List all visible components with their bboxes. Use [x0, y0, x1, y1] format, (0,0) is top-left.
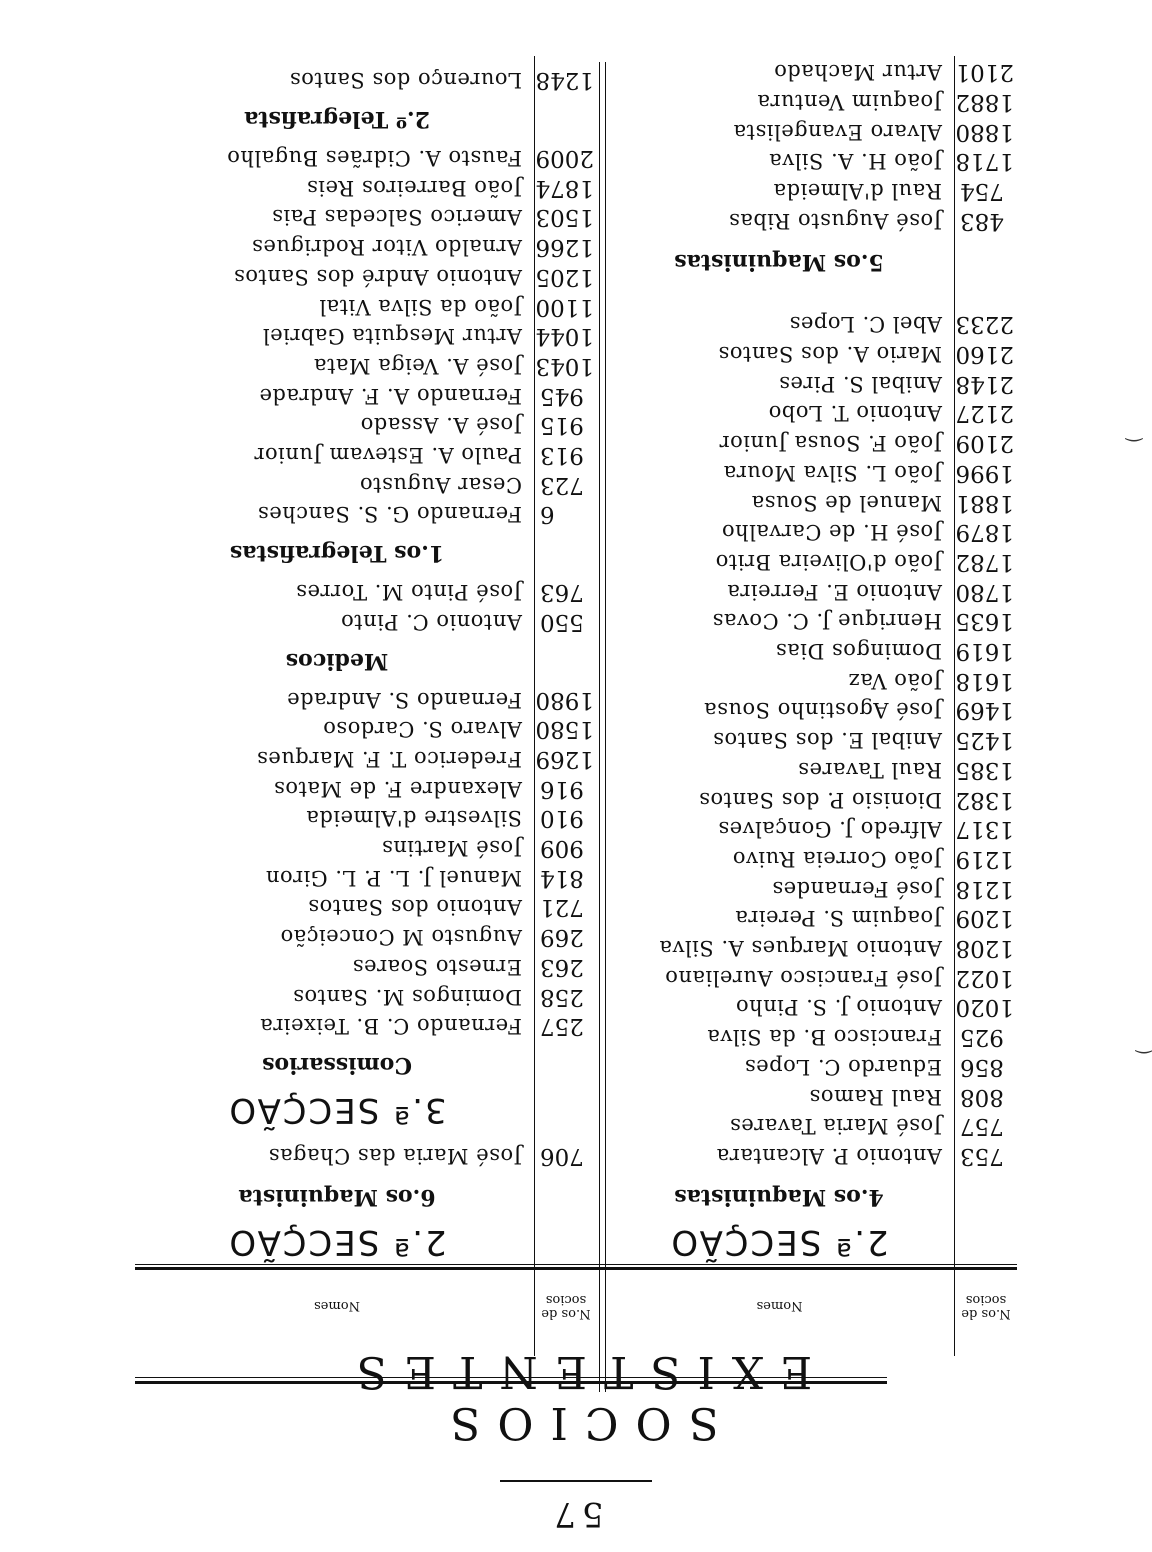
member-name: Raul d'Almeida: [773, 179, 942, 203]
member-number: 808: [960, 1083, 1004, 1110]
member-number: 1382: [955, 786, 1014, 813]
section-heading: 2.ª SECÇÃO: [227, 1222, 447, 1262]
right-header-name: Nomes: [314, 1298, 360, 1313]
member-name: Antonio P. Alcantara: [716, 1144, 942, 1168]
member-name: José Francisco Aureliano: [664, 965, 942, 990]
member-number: 2109: [955, 430, 1014, 457]
member-number: 925: [960, 1024, 1004, 1051]
member-number: 2160: [955, 341, 1014, 368]
member-name: Abel C. Lopes: [789, 312, 942, 337]
member-number: 1209: [955, 905, 1014, 932]
member-name: Silvestre d'Almeida: [305, 806, 522, 831]
member-name: Ernesto Soares: [352, 954, 522, 979]
member-name: Anibal S. Pires: [778, 371, 942, 396]
member-name: Augusto M Conceição: [280, 925, 522, 950]
member-name: Fausto A. Cidrães Bugalho: [226, 146, 522, 171]
member-number: 1248: [535, 67, 594, 94]
member-name: Raul Ramos: [809, 1084, 942, 1109]
member-number: 1780: [955, 578, 1014, 605]
member-name: Fernando S. Andrade: [286, 687, 522, 712]
member-name: José Pinto M. Torres: [295, 580, 522, 605]
member-name: Joaquim Ventura: [756, 89, 942, 114]
left-header-num: N.os de socios: [961, 1292, 1011, 1321]
member-number: 1208: [955, 935, 1014, 962]
member-number: 1874: [535, 174, 594, 201]
section-heading: 2.ª SECÇÃO: [669, 1222, 889, 1262]
member-name: José A. Assado: [360, 413, 522, 438]
member-number: 916: [540, 775, 584, 802]
margin-tick: ⁀: [1125, 418, 1142, 442]
margin-tick: ⁀: [1135, 1030, 1152, 1054]
member-number: 721: [540, 894, 584, 921]
member-name: Joaquim S. Pereira: [734, 906, 942, 931]
member-number: 1980: [535, 686, 594, 713]
member-name: José A. Veiga Mata: [313, 354, 522, 378]
group-heading: Medicos: [285, 647, 389, 674]
member-name: Antonio E. Ferreira: [726, 579, 942, 604]
member-name: José Maria Tavares: [729, 1114, 942, 1139]
member-number: 945: [540, 382, 584, 409]
member-name: Lourenço dos Santos: [289, 68, 522, 93]
member-number: 757: [960, 1113, 1004, 1140]
member-name: Raul Tavares: [797, 757, 942, 782]
member-number: 2101: [955, 59, 1014, 86]
member-name: José Martins: [381, 836, 522, 861]
member-name: Cesar Augusto: [359, 472, 522, 497]
group-heading: 6.os Maquinista: [238, 1184, 436, 1210]
member-number: 2148: [955, 370, 1014, 397]
page-number-rule: [500, 1480, 652, 1482]
header-rule: [135, 1267, 1017, 1270]
member-number: 909: [540, 835, 584, 862]
member-number: 1580: [535, 716, 594, 743]
member-number: 258: [540, 983, 584, 1010]
member-number: 1022: [955, 964, 1014, 991]
member-number: 723: [540, 471, 584, 498]
member-name: Fernando G. S. Sanches: [257, 502, 522, 527]
member-number: 1043: [535, 353, 594, 379]
member-number: 1882: [955, 88, 1014, 115]
member-number: 1635: [955, 608, 1014, 635]
group-heading: 2.º Telegrafista: [244, 106, 430, 133]
member-name: Manuel de Sousa: [751, 490, 942, 515]
member-name: Artur Mesquita Gabriel: [262, 324, 522, 349]
member-name: José Agostinho Sousa: [703, 698, 942, 723]
member-name: Domingos Dias: [775, 639, 942, 664]
member-name: Fernando A. F. Andrade: [259, 383, 522, 408]
member-name: João H. A. Silva: [768, 149, 942, 174]
right-header-num: N.os de socios: [541, 1292, 591, 1321]
member-number: 1269: [535, 746, 594, 772]
member-number: 2009: [535, 145, 594, 172]
member-number: 754: [960, 178, 1004, 204]
member-number: 1020: [955, 994, 1014, 1021]
header-rule-thin: [135, 1264, 1017, 1265]
page-number: 57: [548, 1494, 604, 1534]
member-name: Alexandre F. de Matos: [273, 776, 522, 801]
member-number: 1100: [535, 293, 594, 320]
member-name: Arnaldo Vitor Rodrigues: [251, 235, 522, 260]
left-header-name: Nomes: [756, 1298, 803, 1313]
member-number: 1205: [535, 263, 594, 290]
member-number: 2127: [955, 400, 1014, 427]
member-number: 1881: [955, 489, 1014, 516]
member-name: João Correia Ruivo: [732, 847, 942, 871]
title-rule-thin: [135, 1377, 887, 1378]
member-number: 915: [540, 412, 584, 439]
member-number: 1503: [535, 204, 594, 231]
title-rule-thick: [135, 1381, 887, 1384]
member-number: 1718: [955, 148, 1014, 175]
member-name: Antonio Marques A. Silva: [659, 936, 942, 961]
member-number: 910: [540, 805, 584, 832]
member-name: José Augusto Ribas: [728, 208, 942, 233]
member-number: 1879: [955, 519, 1014, 546]
member-name: Alvaro S. Cardoso: [322, 717, 522, 742]
member-number: 263: [540, 953, 584, 980]
member-number: 257: [540, 1013, 584, 1040]
member-number: 1782: [955, 549, 1014, 575]
member-name: Dionisio P. dos Santos: [698, 787, 942, 812]
group-heading: 5.os Maquinistas: [674, 248, 884, 275]
member-name: Francisco B. da Silva: [706, 1025, 942, 1050]
member-number: 2233: [955, 311, 1014, 338]
member-number: 483: [960, 207, 1004, 234]
member-name: Paulo A. Estevam Junior: [253, 443, 522, 468]
member-name: José Fernandes: [771, 876, 942, 901]
member-name: Eduardo C. Lopes: [744, 1054, 942, 1079]
member-number: 814: [540, 864, 584, 891]
member-name: Domingos M. Santos: [292, 984, 522, 1009]
member-number: 1317: [955, 816, 1014, 843]
member-name: Anibal E. dos Santos: [712, 728, 942, 753]
member-name: Henrique J. C. Covas: [712, 609, 942, 634]
member-number: 1219: [955, 846, 1014, 872]
member-name: João L. Silva Moura: [723, 460, 942, 485]
member-number: 1469: [955, 697, 1014, 724]
member-name: João Vaz: [848, 668, 942, 693]
member-number: 1425: [955, 727, 1014, 754]
section-heading: 3.ª SECÇÃO: [227, 1090, 447, 1131]
member-number: 1266: [535, 234, 594, 261]
member-number: 1618: [955, 667, 1014, 694]
member-name: Antonio C. Pinto: [340, 609, 522, 634]
member-name: João d'Oliveira Brito: [715, 550, 942, 574]
member-name: João da Silva Vital: [318, 294, 522, 319]
member-number: 753: [960, 1143, 1004, 1169]
member-name: Mario A. dos Santos: [718, 342, 942, 367]
member-number: 550: [540, 608, 584, 635]
member-number: 913: [540, 442, 584, 469]
group-heading: 4.os Maquinistas: [674, 1184, 884, 1210]
member-name: Manuel J. L. P. L. Giron: [265, 865, 522, 890]
member-number: 269: [540, 924, 584, 951]
member-name: João Barreiros Reis: [306, 175, 522, 200]
member-number: 706: [540, 1143, 584, 1169]
member-number: 763: [540, 579, 584, 606]
member-number: 6: [540, 501, 555, 528]
center-divider-2: [599, 62, 600, 1392]
member-name: Frederico T. F. Marques: [256, 747, 522, 771]
member-number: 1218: [955, 875, 1014, 902]
group-heading: 1.os Telegrafistas: [229, 540, 445, 567]
member-name: Antonio J. S. Pinho: [735, 995, 942, 1020]
group-heading: Comissarios: [262, 1052, 412, 1079]
member-number: 856: [960, 1053, 1004, 1080]
member-name: Artur Machado: [773, 60, 942, 85]
member-number: 1385: [955, 756, 1014, 783]
member-name: José Maria das Chagas: [268, 1144, 522, 1168]
member-name: Antonio T. Lobo: [768, 401, 942, 426]
member-name: João F. Sousa Junior: [719, 431, 942, 456]
member-number: 1880: [955, 118, 1014, 145]
member-name: Antonio André dos Santos: [233, 264, 522, 289]
member-number: 1044: [535, 323, 594, 350]
member-name: Alfredo J. Gonçalves: [717, 817, 942, 842]
member-number: 1619: [955, 638, 1014, 665]
member-name: Fernando C. B. Teixeira: [259, 1014, 522, 1039]
member-name: Alvaro Evangelista: [733, 119, 942, 144]
member-name: José H. de Carvalho: [721, 520, 942, 545]
page-title: SOCIOS EXISTENTES: [339, 1346, 813, 1448]
member-name: Antonio dos Santos: [307, 895, 522, 920]
member-number: 1996: [955, 459, 1014, 486]
member-name: Americo Salcedas Pais: [271, 205, 522, 230]
